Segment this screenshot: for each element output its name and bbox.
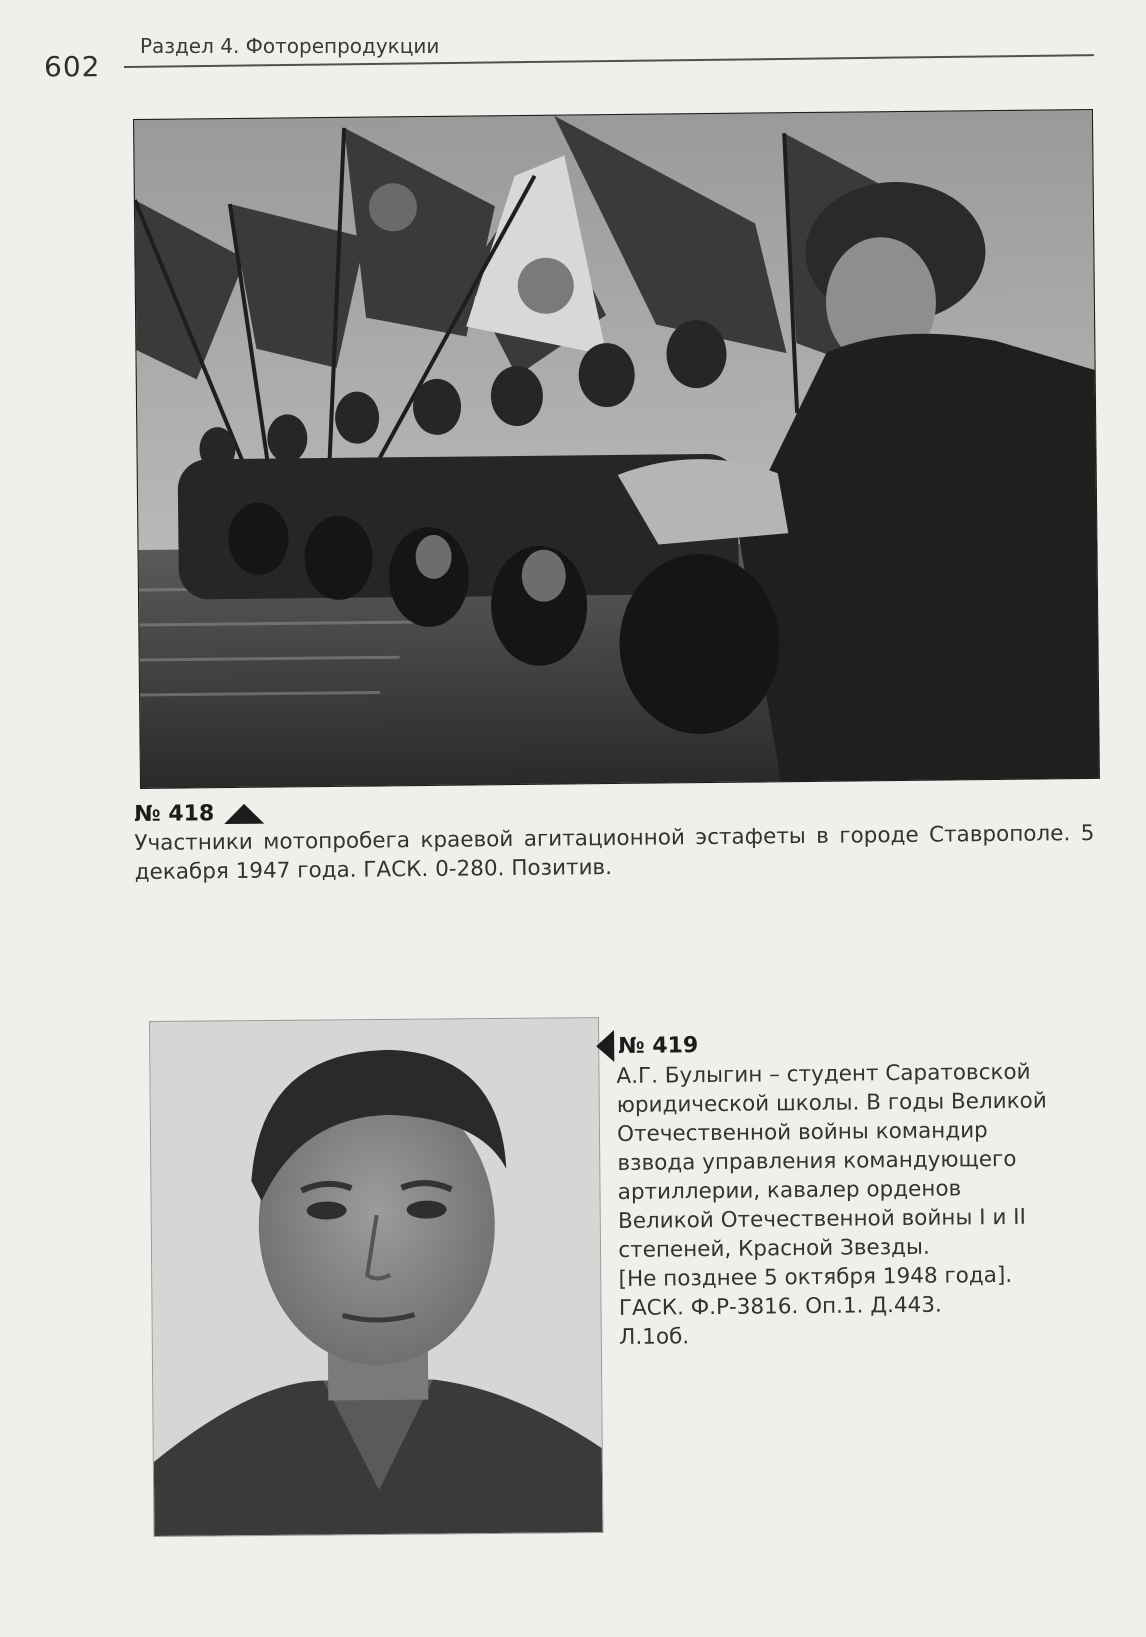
portrait-photo bbox=[150, 1018, 602, 1536]
caption-419-line: артиллерии, кавалер орденов bbox=[617, 1176, 962, 1205]
triangle-left-icon bbox=[596, 1030, 614, 1062]
caption-419-line: Отечественной войны командир bbox=[616, 1118, 988, 1147]
caption-418 bbox=[134, 792, 1095, 887]
caption-419 bbox=[616, 1025, 1059, 1352]
caption-418-text: Участники мотопробега краевой агитационной эстафеты в городе Ставрополе. 5 декабря 1947 года. ГАСК. 0-280. Позитив. bbox=[134, 820, 1095, 885]
section-title: Раздел 4. Фоторепродукции bbox=[140, 34, 440, 58]
caption-419-line: Л.1об. bbox=[619, 1324, 690, 1350]
photo-motorcycle-rally-image bbox=[134, 110, 1099, 788]
caption-419-text bbox=[616, 1057, 1059, 1352]
caption-419-number-line bbox=[616, 1025, 1056, 1062]
page-number: 602 bbox=[44, 50, 101, 83]
caption-419-line: [Не позднее 5 октября 1948 года]. bbox=[618, 1262, 1013, 1292]
portrait-photo-image bbox=[150, 1018, 602, 1536]
caption-419-line: Великой Отечественной войны I и II bbox=[617, 1204, 1027, 1234]
triangle-up-icon bbox=[224, 803, 264, 823]
caption-419-line: степеней, Красной Звезды. bbox=[618, 1234, 930, 1263]
caption-419-line: взвода управления командующего bbox=[617, 1146, 1017, 1176]
photo-motorcycle-rally bbox=[134, 110, 1099, 788]
photo-number-419: № 419 bbox=[618, 1032, 699, 1059]
photo-number-418: № 418 bbox=[134, 801, 215, 827]
caption-419-line: юридической школы. В годы Великой bbox=[616, 1088, 1047, 1118]
caption-419-line: А.Г. Булыгин – студент Саратовской bbox=[616, 1059, 1031, 1089]
caption-419-line: ГАСК. Ф.Р-3816. Оп.1. Д.443. bbox=[618, 1292, 942, 1321]
